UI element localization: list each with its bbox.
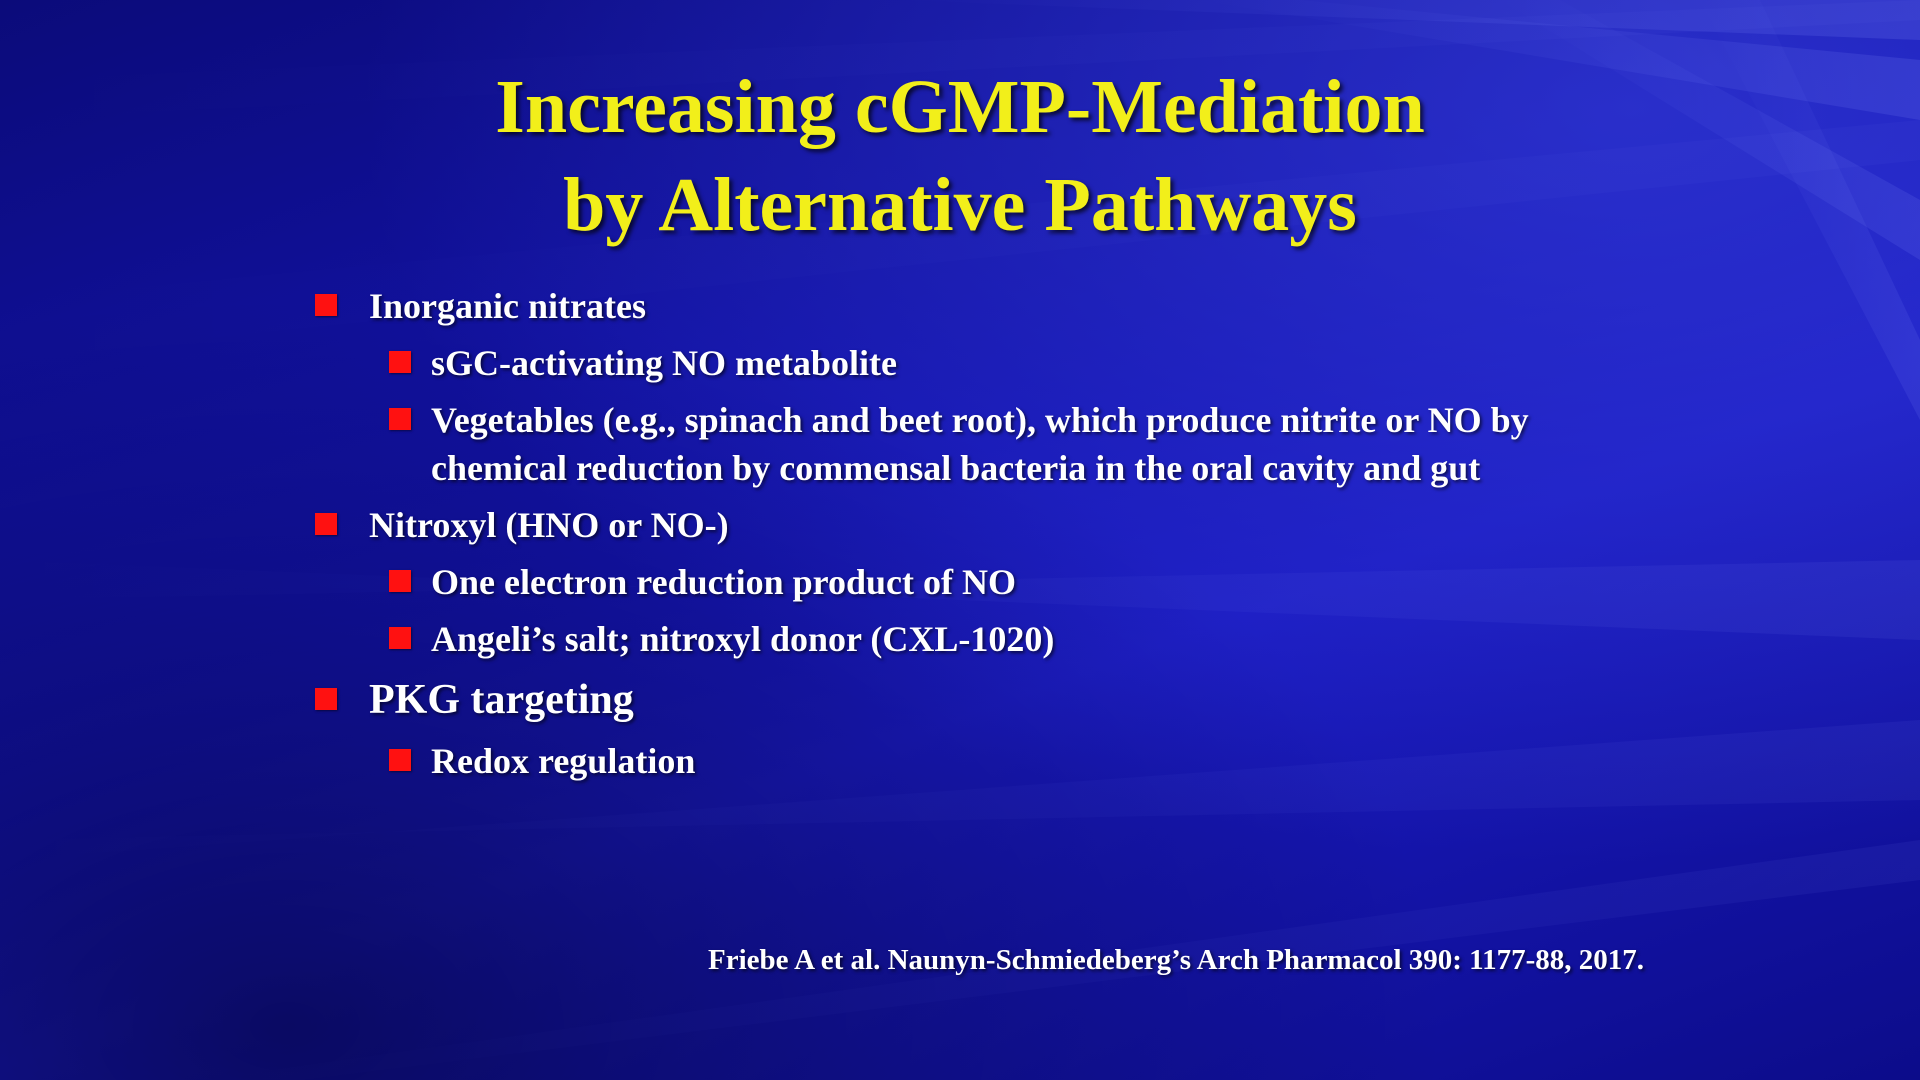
slide-title-line-2: by Alternative Pathways — [563, 163, 1357, 247]
red-square-bullet-icon — [315, 294, 337, 316]
sub-bullet-text: Vegetables (e.g., spinach and beet root), which produce nitrite or NO by chemical reduction by commensal bacteria in the oral cavity and gut — [431, 400, 1529, 488]
bullet-item — [315, 672, 1605, 728]
sub-bullet-item — [315, 339, 1605, 387]
slide-title-line-1: Increasing cGMP-Mediation — [495, 65, 1425, 149]
bullet-text: Nitroxyl (HNO or NO-) — [369, 505, 729, 545]
bullet-text: Inorganic nitrates — [369, 286, 646, 326]
red-square-bullet-icon — [389, 408, 411, 430]
sub-bullet-item — [315, 737, 1605, 785]
red-square-bullet-icon — [389, 749, 411, 771]
sub-bullet-text: sGC-activating NO metabolite — [431, 343, 897, 383]
bullet-item — [315, 282, 1605, 330]
red-square-bullet-icon — [389, 351, 411, 373]
red-square-bullet-icon — [315, 513, 337, 535]
red-square-bullet-icon — [315, 688, 337, 710]
bullet-text: PKG targeting — [369, 677, 634, 723]
slide-title — [0, 58, 1920, 254]
sub-bullet-text: Redox regulation — [431, 741, 696, 781]
sub-bullet-item — [315, 396, 1605, 492]
sub-bullet-text: Angeli’s salt; nitroxyl donor (CXL-1020) — [431, 619, 1055, 659]
sub-bullet-item — [315, 558, 1605, 606]
citation: Friebe A et al. Naunyn-Schmiedeberg’s Arch Pharmacol 390: 1177-88, 2017. — [708, 944, 1644, 976]
bullet-list — [315, 282, 1605, 794]
sub-bullet-text: One electron reduction product of NO — [431, 562, 1016, 602]
red-square-bullet-icon — [389, 627, 411, 649]
red-square-bullet-icon — [389, 570, 411, 592]
bullet-item — [315, 501, 1605, 549]
sub-bullet-item — [315, 615, 1605, 663]
